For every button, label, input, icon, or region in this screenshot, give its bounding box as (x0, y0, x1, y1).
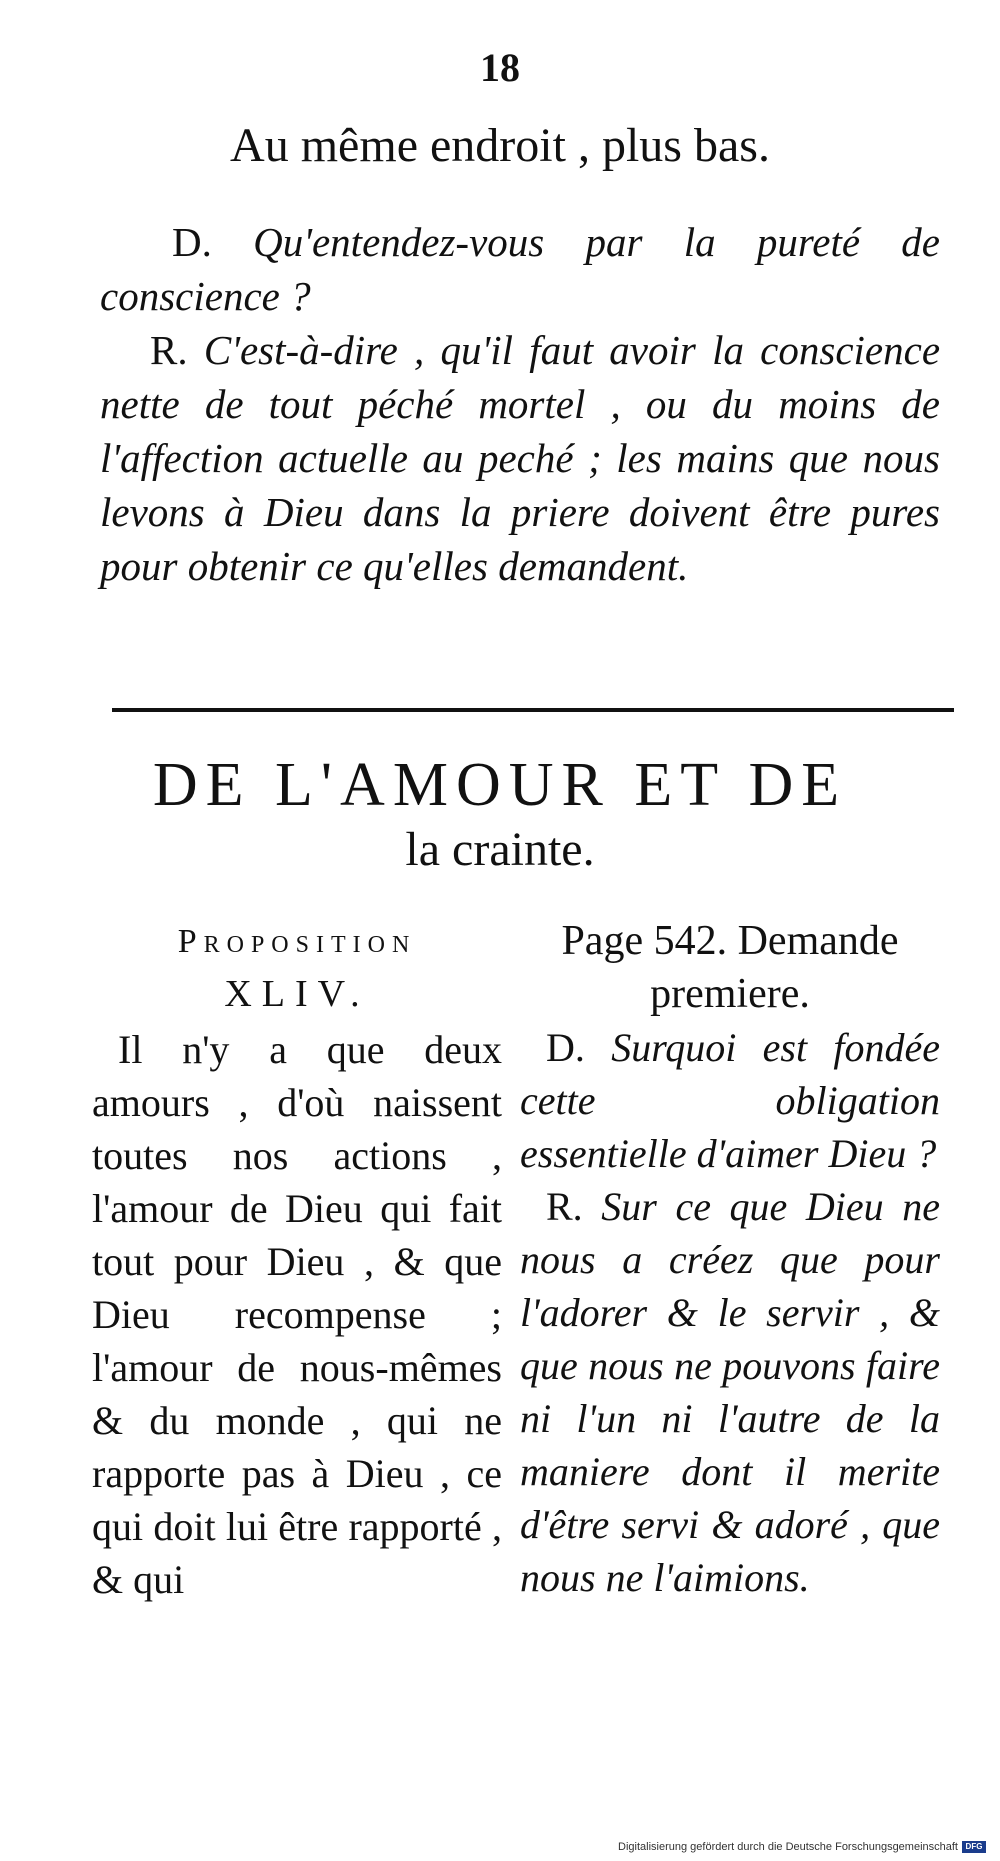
right-question-label: D. (546, 1025, 585, 1070)
question-label: D. (172, 219, 212, 265)
question-paragraph (100, 215, 940, 323)
right-question-paragraph (520, 1021, 940, 1180)
question-text: Qu'entendez-vous par la pureté de conscience ? (100, 219, 940, 319)
section-caption: Au même endroit , plus bas. (230, 119, 770, 172)
footer-text: Digitalisierung gefördert durch die Deutsche Forschungsgemeinschaft (618, 1841, 958, 1853)
digitization-footer (618, 1841, 986, 1853)
proposition-heading: Proposition (177, 923, 417, 960)
right-answer-text: Sur ce que Dieu ne nous a créez que pour l'adorer & le servir , & que nous ne pouvons faire ni l'un ni l'autre de la maniere dont il merite d'être servi & adoré , que nous ne l'aimions. (520, 1184, 940, 1600)
proposition-number: XLIV. (224, 973, 370, 1015)
right-answer-label: R. (546, 1184, 583, 1229)
left-column (92, 915, 502, 1606)
right-answer-paragraph (520, 1180, 940, 1604)
answer-paragraph (100, 323, 940, 593)
page-number: 18 (480, 45, 520, 90)
right-column (520, 915, 940, 1604)
page-reference: Page 542. Demande premiere. (561, 918, 899, 1017)
answer-text: C'est-à-dire , qu'il faut avoir la conscience nette de tout péché mortel , ou du moins de l'affection actuelle au peché ; les mains que nous levons à Dieu dans la priere doivent être pures pour obtenir ce qu'elles demandent. (100, 327, 941, 589)
divider-rule (112, 708, 954, 712)
dfg-logo-icon: DFG (962, 1841, 986, 1853)
question-answer-block (100, 215, 940, 593)
proposition-text: Il n'y a que deux amours , d'où naissent toutes nos actions , l'amour de Dieu qui fait tout pour Dieu , & que Dieu recompense ; l'amour de nous-mêmes & du monde , qui ne rapporte pas à Dieu , ce qui doit lui être rapporté , & qui (92, 1027, 502, 1602)
chapter-title: DE L'AMOUR ET DE (152, 751, 848, 819)
chapter-subtitle: la crainte. (405, 823, 595, 876)
answer-label: R. (150, 327, 188, 373)
right-question-text: Surquoi est fondée cette obligation essentielle d'aimer Dieu ? (520, 1025, 941, 1176)
